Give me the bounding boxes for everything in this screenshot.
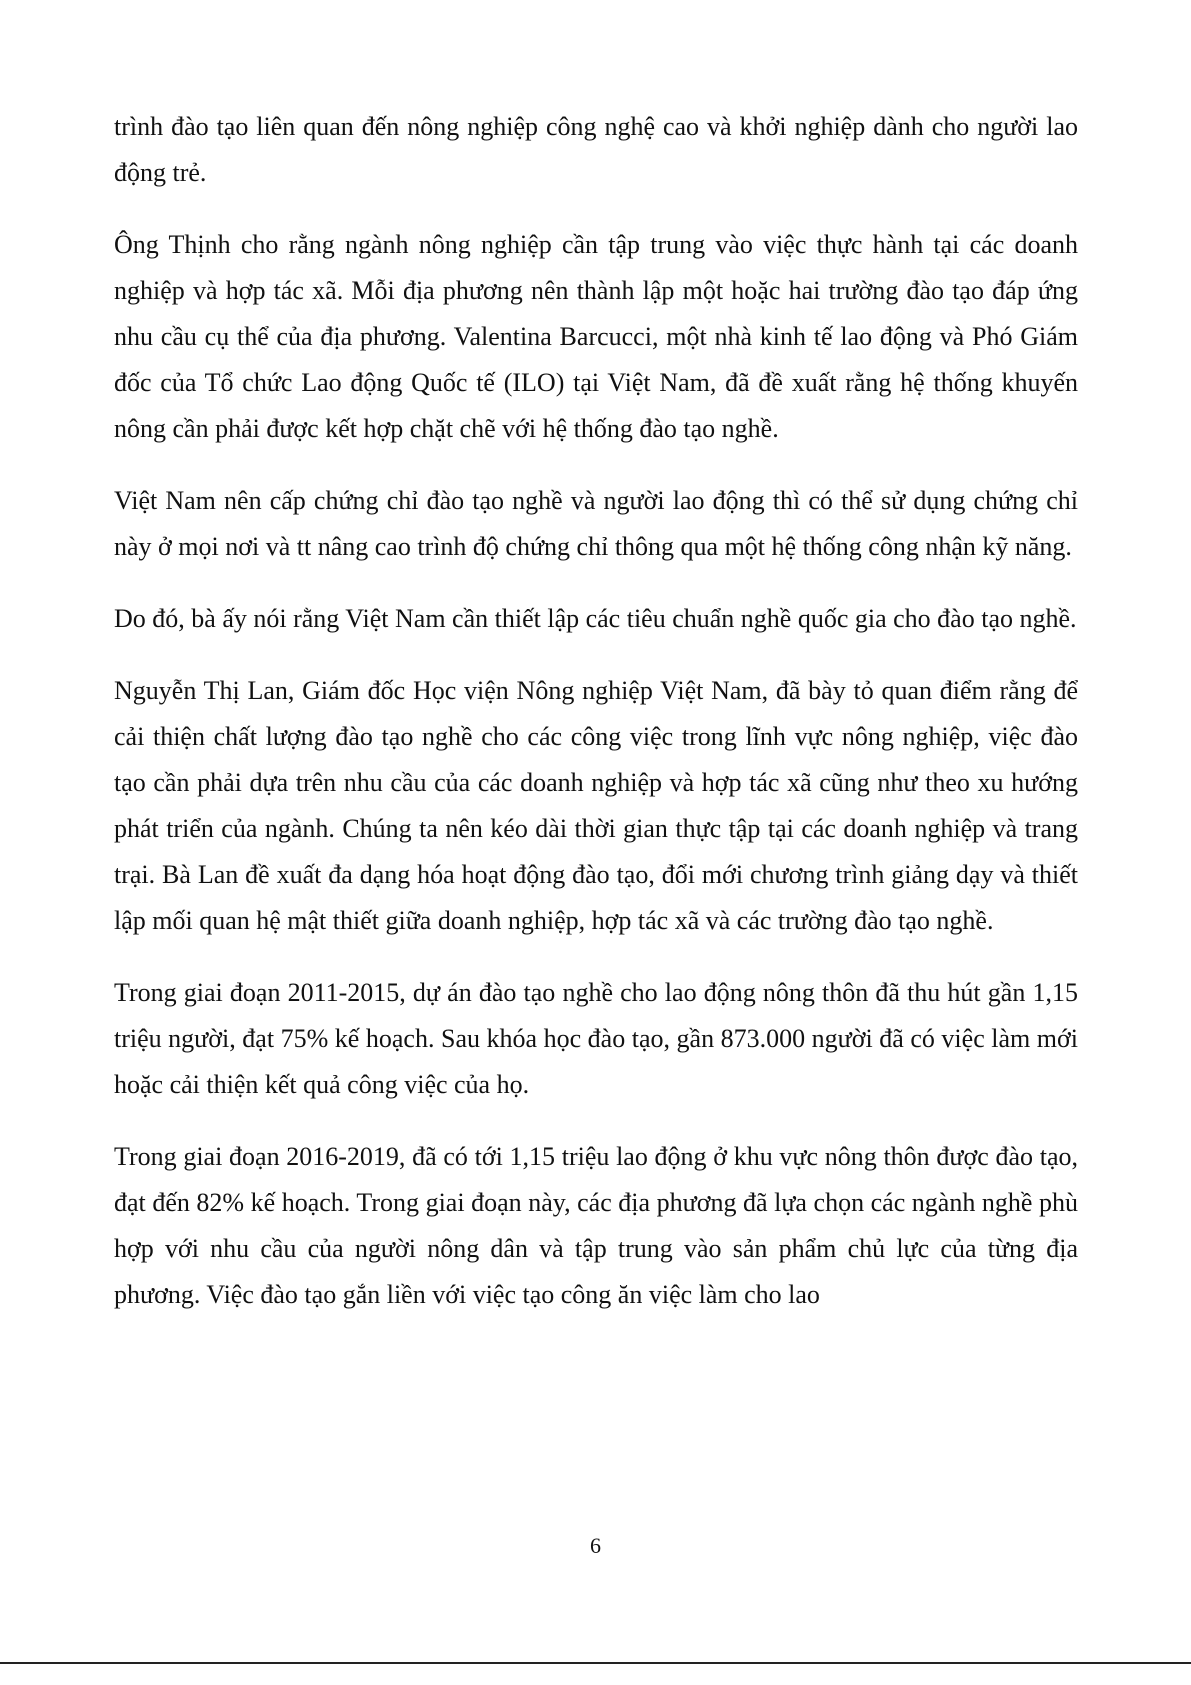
page-number: 6 [590,1533,601,1558]
paragraph: Nguyễn Thị Lan, Giám đốc Học viện Nông nghiệp Việt Nam, đã bày tỏ quan điểm rằng để cải thiện chất lượng đào tạo nghề cho các công việc trong lĩnh vực nông nghiệp, việc đào tạo cần phải dựa trên nhu cầu của các doanh nghiệp và hợp tác xã cũng như theo xu hướng phát triển của ngành. Chúng ta nên kéo dài thời gian thực tập tại các doanh nghiệp và trang trại. Bà Lan đề xuất đa dạng hóa hoạt động đào tạo, đổi mới chương trình giảng dạy và thiết lập mối quan hệ mật thiết giữa doanh nghiệp, hợp tác xã và các trường đào tạo nghề. [114,676,1078,935]
paragraph: Ông Thịnh cho rằng ngành nông nghiệp cần tập trung vào việc thực hành tại các doanh nghiệp và hợp tác xã. Mỗi địa phương nên thành lập một hoặc hai trường đào tạo đáp ứng nhu cầu cụ thể của địa phương. Valentina Barcucci, một nhà kinh tế lao động và Phó Giám đốc của Tổ chức Lao động Quốc tế (ILO) tại Việt Nam, đã đề xuất rằng hệ thống khuyến nông cần phải được kết hợp chặt chẽ với hệ thống đào tạo nghề. [114,230,1078,443]
paragraph: Trong giai đoạn 2016-2019, đã có tới 1,15 triệu lao động ở khu vực nông thôn được đào tạo, đạt đến 82% kế hoạch. Trong giai đoạn này, các địa phương đã lựa chọn các ngành nghề phù hợp với nhu cầu của người nông dân và tập trung vào sản phẩm chủ lực của từng địa phương. Việc đào tạo gắn liền với việc tạo công ăn việc làm cho lao [114,1142,1078,1309]
paragraph: Do đó, bà ấy nói rằng Việt Nam cần thiết lập các tiêu chuẩn nghề quốc gia cho đào tạo nghề. [114,604,1077,633]
bottom-divider [0,1662,1191,1664]
paragraph: trình đào tạo liên quan đến nông nghiệp công nghệ cao và khởi nghiệp dành cho người lao động trẻ. [114,112,1078,187]
paragraph: Việt Nam nên cấp chứng chỉ đào tạo nghề và người lao động thì có thể sử dụng chứng chỉ này ở mọi nơi và tt nâng cao trình độ chứng chỉ thông qua một hệ thống công nhận kỹ năng. [114,486,1078,561]
paragraph: Trong giai đoạn 2011-2015, dự án đào tạo nghề cho lao động nông thôn đã thu hút gần 1,15 triệu người, đạt 75% kế hoạch. Sau khóa học đào tạo, gần 873.000 người đã có việc làm mới hoặc cải thiện kết quả công việc của họ. [114,978,1078,1099]
body-text [114,104,1078,1344]
